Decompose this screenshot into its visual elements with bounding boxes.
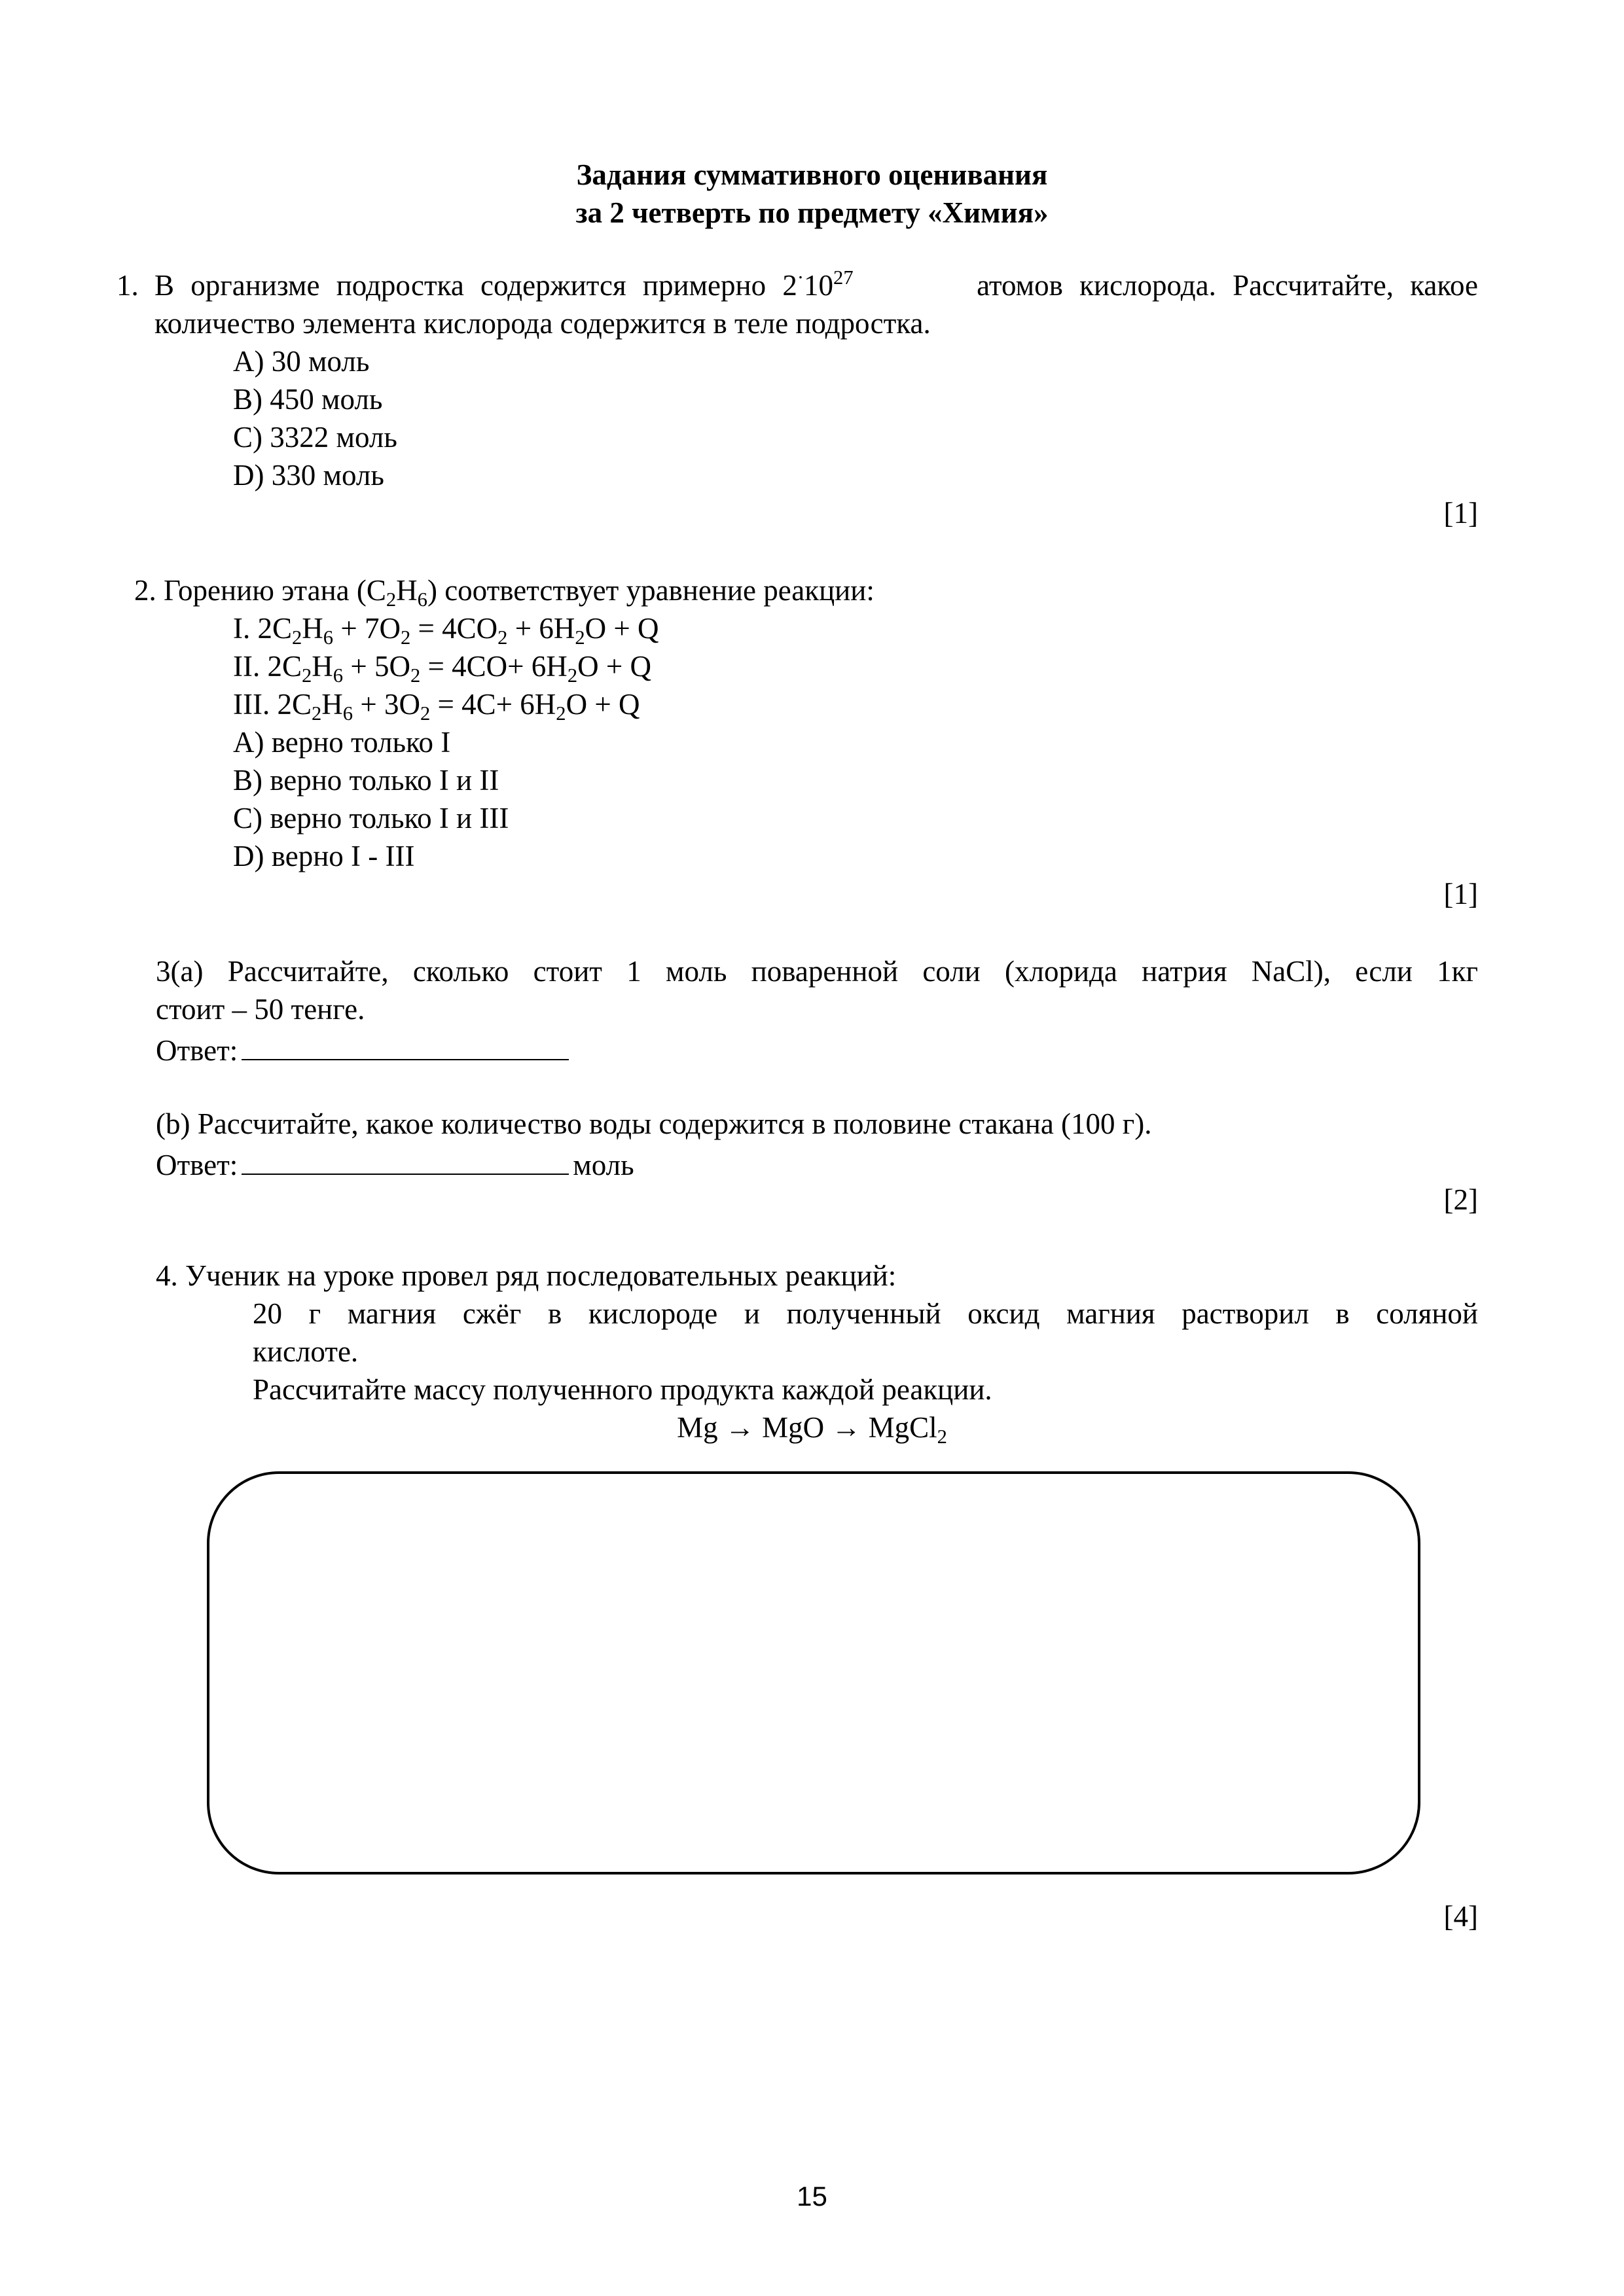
question-3b-line-1: (b) Рассчитайте, какое количество воды содержится в половине стакана (100 г). <box>156 1107 1152 1140</box>
q2-option-d: D) верно I - III <box>233 840 415 872</box>
question-1-number: 1. <box>117 269 139 302</box>
q2-score: [1] <box>1443 878 1478 910</box>
question-3a-line-2: стоит – 50 тенге. <box>156 993 365 1026</box>
answer-3a: Ответ: <box>156 1033 573 1066</box>
answer-box[interactable] <box>207 1471 1420 1874</box>
title-line-1: Задания суммативного оценивания <box>576 158 1048 191</box>
q2-option-b: B) верно только I и II <box>233 764 499 797</box>
question-1-text-b: атомов кислорода. Рассчитайте, какое <box>977 269 1478 302</box>
exponent: 27 <box>833 266 854 289</box>
page-number: 15 <box>797 2181 827 2212</box>
question-4-line-1: 4. Ученик на уроке провел ряд последовательных реакций: <box>156 1259 897 1292</box>
q2-option-a: A) верно только I <box>233 726 451 759</box>
question-2-text: 2. Горению этана (C2H6) соответствует уравнение реакции: <box>134 574 875 611</box>
q1-option-d: D) 330 моль <box>233 459 384 492</box>
q1-option-b: B) 450 моль <box>233 383 383 416</box>
equation-2: II. 2C2H6 + 5O2 = 4CO+ 6H2O + Q <box>233 650 651 687</box>
equation-1: I. 2C2H6 + 7O2 = 4CO2 + 6H2O + Q <box>233 612 659 649</box>
q1-score: [1] <box>1443 497 1478 529</box>
question-1-text-a: В организме подростка содержится примерно $2^\cdot 10^{27}$ <box>154 266 854 302</box>
question-1-line-2: количество элемента кислорода содержится в теле подростка. <box>154 307 931 340</box>
q3-score: [2] <box>1443 1183 1478 1216</box>
q1-option-c: C) 3322 моль <box>233 421 397 454</box>
multiplication-dot: · <box>797 266 804 289</box>
q1-option-a: A) 30 моль <box>233 345 370 378</box>
q4-score: [4] <box>1443 1900 1478 1933</box>
answer-3b-field[interactable] <box>242 1147 569 1175</box>
question-1-line-1 <box>154 266 1478 302</box>
reaction-scheme: Mg → MgO → MgCl2 <box>677 1411 947 1448</box>
question-3a-line-1: 3(a) Рассчитайте, сколько стоит 1 моль поваренной соли (хлорида натрия NaCl), если 1кг <box>156 955 1478 988</box>
title-line-2: за 2 четверть по предмету «Химия» <box>575 196 1049 229</box>
equation-3: III. 2C2H6 + 3O2 = 4C+ 6H2O + Q <box>233 688 640 725</box>
answer-3a-field[interactable] <box>242 1033 569 1060</box>
answer-3b: Ответ: моль <box>156 1149 634 1181</box>
q2-option-c: C) верно только I и III <box>233 802 509 834</box>
question-4-line-2: 20 г магния сжёг в кислороде и полученный оксид магния растворил в соляной <box>253 1297 1478 1330</box>
question-4-line-4: Рассчитайте массу полученного продукта каждой реакции. <box>253 1373 992 1406</box>
question-4-line-3: кислоте. <box>253 1335 359 1368</box>
